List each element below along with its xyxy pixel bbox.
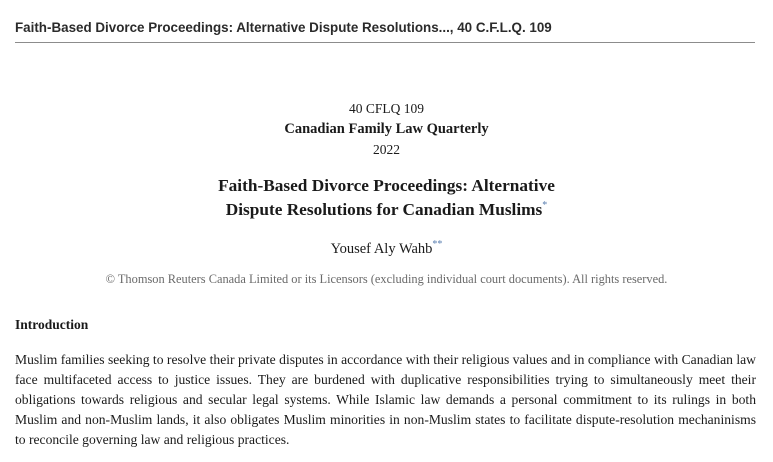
body-paragraph: Muslim families seeking to resolve their private disputes in accordance with their religious values and in compliance with Canadian law face multifaceted access to justice issues. They are burdened with duplicative responsibilities trying to simultaneously meet their obligations towards religious and secular legal systems. While Islamic law demands a personal commitment to its rulings in both Muslim and non-Muslim lands, it also obligates Muslim minorities in non-Muslim states to facilitate dispute-resolution mechaninisms to reconcile governing law and religious practices. [15,352,756,447]
title-line-2 [0,198,773,222]
title-line-1: Faith-Based Divorce Proceedings: Alternative [218,176,555,195]
citation: 40 CFLQ 109 [348,101,424,116]
author-name: Yousef Aly Wahb [330,241,433,257]
author-line [0,241,773,258]
article-title [0,174,773,222]
author-footnote-link[interactable]: ** [432,239,443,251]
copyright-notice: © Thomson Reuters Canada Limited or its Licensors (excluding individual court documents). All rights reserved. [105,272,668,286]
header-divider [15,42,755,43]
title-line-2-text: Dispute Resolutions for Canadian Muslims [225,200,543,219]
journal-name: Canadian Family Law Quarterly [284,121,489,137]
publication-year: 2022 [373,142,400,157]
section-heading: Introduction [15,317,89,332]
title-footnote-link[interactable]: * [542,200,548,212]
running-header: Faith-Based Divorce Proceedings: Alternative Dispute Resolutions..., 40 C.F.L.Q. 109 [15,20,552,35]
